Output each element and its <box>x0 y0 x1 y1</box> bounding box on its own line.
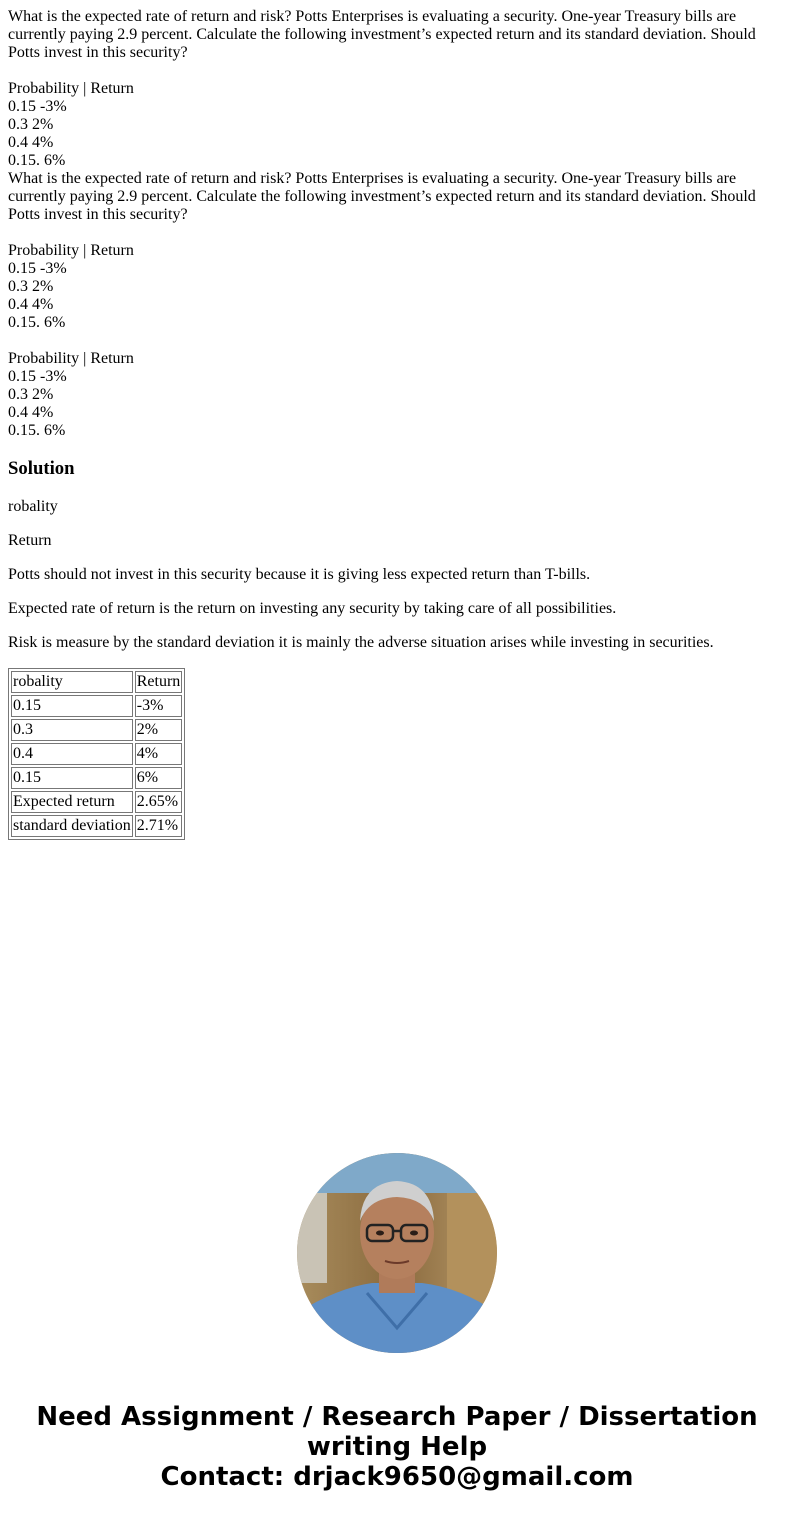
probability-list-header: Probability | Return <box>8 80 134 97</box>
table-cell: 0.3 <box>11 719 133 741</box>
table-row <box>11 767 182 789</box>
probability-list <box>8 242 786 332</box>
solution-heading: Solution <box>8 458 75 479</box>
table-cell: Return <box>135 671 183 693</box>
probability-row: 0.3 2% <box>8 278 54 295</box>
table-cell: 4% <box>135 743 183 765</box>
probability-row: 0.4 4% <box>8 134 54 151</box>
conclusion-text: Potts should not invest in this security because it is giving less expected return than T-bills. <box>8 566 591 583</box>
question-text: What is the expected rate of return and risk? Potts Enterprises is evaluating a security. One-year Treasury bills are currently paying 2.9 percent. Calculate the following investment’s expected return and its standard deviation. Should Potts invest in this security? <box>8 170 756 223</box>
table-cell: 2.65% <box>135 791 183 813</box>
table-cell: Expected return <box>11 791 133 813</box>
footer-line: writing Help <box>306 1432 488 1462</box>
probability-list <box>8 80 786 170</box>
author-avatar <box>297 1153 497 1353</box>
table-cell: 2% <box>135 719 183 741</box>
table-cell: -3% <box>135 695 183 717</box>
table-row <box>11 791 182 813</box>
probability-row: 0.15. 6% <box>8 314 66 331</box>
probability-row: 0.15 -3% <box>8 260 67 277</box>
probability-list <box>8 350 786 440</box>
table-row <box>11 719 182 741</box>
table-row <box>11 695 182 717</box>
probability-list-header: Probability | Return <box>8 242 134 259</box>
probability-row: 0.3 2% <box>8 116 54 133</box>
probability-row: 0.15 -3% <box>8 368 67 385</box>
footer-line: Need Assignment / Research Paper / Dissertation <box>36 1402 758 1432</box>
table-cell: robality <box>11 671 133 693</box>
probability-list-header: Probability | Return <box>8 350 134 367</box>
footer-contact-email: Contact: drjack9650@gmail.com <box>160 1462 634 1492</box>
question-text: What is the expected rate of return and risk? Potts Enterprises is evaluating a security. One-year Treasury bills are currently paying 2.9 percent. Calculate the following investment’s expected return and its standard deviation. Should Potts invest in this security? <box>8 8 756 61</box>
table-cell: 2.71% <box>135 815 183 837</box>
probability-row: 0.4 4% <box>8 404 54 421</box>
solution-table <box>8 668 185 840</box>
probability-row: 0.15. 6% <box>8 422 66 439</box>
probability-row: 0.3 2% <box>8 386 54 403</box>
table-cell: standard deviation <box>11 815 133 837</box>
risk-definition: Risk is measure by the standard deviation it is mainly the adverse situation arises while investing in securities. <box>8 634 714 651</box>
table-cell: 6% <box>135 767 183 789</box>
footer-contact <box>0 1402 794 1492</box>
table-cell: 0.15 <box>11 767 133 789</box>
probability-row: 0.4 4% <box>8 296 54 313</box>
probability-row: 0.15 -3% <box>8 98 67 115</box>
expected-return-definition: Expected rate of return is the return on investing any security by taking care of all possibilities. <box>8 600 617 617</box>
probability-label: robality <box>8 498 58 515</box>
probability-row: 0.15. 6% <box>8 152 66 169</box>
page-content <box>8 8 786 840</box>
return-label: Return <box>8 532 52 549</box>
table-cell: 0.4 <box>11 743 133 765</box>
table-row <box>11 671 182 693</box>
table-row <box>11 815 182 837</box>
table-cell: 0.15 <box>11 695 133 717</box>
table-row <box>11 743 182 765</box>
avatar-illustration <box>297 1153 497 1353</box>
